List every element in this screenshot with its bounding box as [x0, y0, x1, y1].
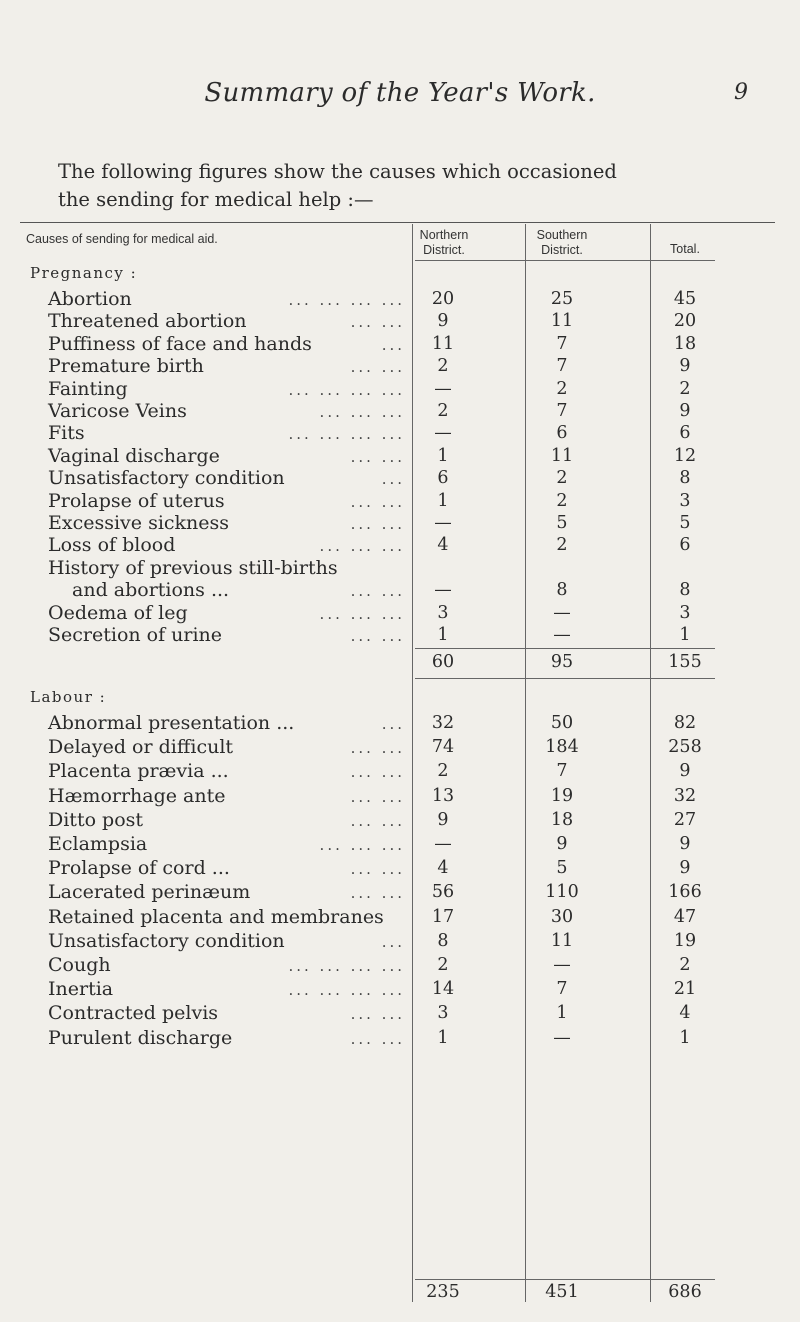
- cause-label: Hæmorrhage ante: [48, 784, 226, 807]
- leader-dots: ... ...: [350, 492, 405, 511]
- northern-value: 9: [437, 311, 449, 332]
- cause-label: Retained placenta and membranes: [48, 905, 384, 928]
- southern-value: 5: [556, 858, 568, 879]
- total-value: 9: [679, 834, 691, 854]
- northern-value: —: [434, 834, 452, 854]
- leader-dots: ... ... ...: [319, 537, 405, 556]
- column-header-cause: Causes of sending for medical aid.: [26, 232, 218, 246]
- pregnancy-total-southern: 95: [550, 652, 574, 672]
- total-value: 2: [679, 955, 691, 975]
- total-value: 1: [679, 625, 691, 645]
- pregnancy-row: [20, 288, 775, 313]
- pregnancy-total-all: 155: [668, 652, 702, 672]
- leader-dots: ...: [381, 470, 405, 489]
- southern-value: 2: [556, 490, 568, 511]
- labour-row: [20, 760, 775, 785]
- southern-value: 11: [550, 930, 574, 951]
- pregnancy-row: [20, 378, 775, 403]
- cause-label: Purulent discharge: [48, 1026, 233, 1049]
- leader-dots: ... ... ... ...: [288, 981, 405, 1000]
- northern-value: 2: [437, 356, 449, 377]
- cause-label: Prolapse of uterus: [48, 489, 225, 512]
- total-value: 258: [668, 737, 702, 758]
- cause-label: Unsatisfactory condition: [48, 467, 285, 490]
- leader-dots: ...: [381, 335, 405, 354]
- northern-value: 2: [437, 761, 449, 782]
- cause-label: Loss of blood: [48, 534, 176, 557]
- labour-total-northern: 235: [426, 1282, 460, 1302]
- section-heading-labour: Labour :: [30, 688, 107, 706]
- southern-value: 50: [550, 713, 574, 733]
- running-title: Summary of the Year's Work.: [204, 78, 596, 108]
- cause-label: Premature birth: [48, 355, 204, 378]
- labour-row: [20, 906, 775, 931]
- northern-value: 2: [437, 955, 449, 975]
- leader-dots: ... ...: [350, 447, 405, 466]
- northern-value: —: [434, 423, 452, 444]
- labour-row: [20, 809, 775, 834]
- northern-value: 20: [431, 289, 455, 309]
- southern-value: 2: [556, 378, 568, 399]
- southern-value: 110: [545, 882, 579, 903]
- northern-value: 1: [437, 445, 449, 466]
- northern-value: 3: [437, 602, 449, 623]
- pregnancy-row: [20, 624, 775, 649]
- leader-dots: ... ... ... ...: [288, 291, 405, 309]
- table-top-rule: [20, 222, 775, 223]
- total-value: 21: [673, 979, 697, 1000]
- cause-label: Varicose Veins: [48, 400, 187, 422]
- total-value: 4: [679, 1003, 691, 1024]
- column-header-total: Total.: [670, 242, 700, 256]
- cause-label: Abnormal presentation ...: [48, 712, 295, 734]
- total-value: 9: [679, 401, 691, 421]
- pregnancy-row: [20, 557, 775, 582]
- cause-label: Inertia: [48, 978, 114, 1001]
- leader-dots: ... ...: [350, 811, 405, 830]
- cause-label: Puffiness of face and hands: [48, 332, 312, 355]
- column-header-southern: [523, 228, 601, 258]
- southern-value: 18: [550, 809, 574, 830]
- pregnancy-row: [20, 490, 775, 515]
- pregnancy-total-rule: [415, 648, 715, 649]
- total-value: 3: [679, 490, 691, 511]
- cause-label: Prolapse of cord ...: [48, 857, 230, 880]
- northern-value: —: [434, 378, 452, 399]
- labour-row: [20, 1002, 775, 1027]
- cause-label: History of previous still-births: [48, 556, 338, 579]
- column-header-northern-line1: Northern: [419, 228, 469, 242]
- pregnancy-row: [20, 422, 775, 447]
- total-value: 6: [679, 423, 691, 444]
- cause-label: Ditto post: [48, 808, 144, 831]
- total-value: 19: [673, 930, 697, 951]
- southern-value: 9: [556, 834, 568, 854]
- pregnancy-row: [20, 445, 775, 470]
- total-value: 9: [679, 858, 691, 879]
- northern-value: 2: [437, 401, 449, 421]
- total-value: 45: [673, 289, 697, 309]
- leader-dots: ... ...: [350, 884, 405, 903]
- southern-value: 25: [550, 289, 574, 309]
- northern-value: —: [434, 580, 452, 601]
- cause-label: Secretion of urine: [48, 624, 223, 646]
- total-value: 8: [679, 580, 691, 601]
- labour-total-rule: [415, 1279, 715, 1280]
- cause-label: Oedema of leg: [48, 601, 188, 624]
- southern-value: —: [553, 602, 571, 623]
- labour-row: [20, 736, 775, 761]
- southern-value: 6: [556, 423, 568, 444]
- total-value: 166: [668, 882, 702, 903]
- total-value: 5: [679, 513, 691, 533]
- leader-dots: ... ...: [350, 763, 405, 782]
- leader-dots: ... ...: [350, 1029, 405, 1048]
- labour-row: [20, 978, 775, 1003]
- pregnancy-row: [20, 333, 775, 358]
- leader-dots: ... ...: [350, 358, 405, 377]
- labour-row: [20, 785, 775, 810]
- cause-label: Lacerated perinæum: [48, 881, 251, 904]
- total-value: 9: [679, 761, 691, 782]
- leader-dots: ... ... ... ...: [288, 957, 405, 975]
- southern-value: 7: [556, 333, 568, 354]
- leader-dots: ... ...: [350, 582, 405, 601]
- labour-total-southern: 451: [545, 1282, 579, 1302]
- southern-value: 184: [545, 737, 579, 758]
- northern-value: 6: [437, 468, 449, 489]
- pregnancy-row: [20, 355, 775, 380]
- southern-value: 2: [556, 468, 568, 489]
- southern-value: —: [553, 1027, 571, 1048]
- leader-dots: ... ... ...: [319, 836, 405, 854]
- southern-value: 7: [556, 356, 568, 377]
- pregnancy-row: [20, 579, 775, 604]
- northern-value: 17: [431, 906, 455, 927]
- northern-value: 1: [437, 490, 449, 511]
- southern-value: 5: [556, 513, 568, 533]
- southern-value: 19: [550, 785, 574, 806]
- header-underline: [415, 260, 715, 261]
- leader-dots: ... ... ... ...: [288, 425, 405, 444]
- total-value: 12: [673, 445, 697, 466]
- cause-label: Fainting: [48, 377, 128, 400]
- labour-row: [20, 712, 775, 737]
- southern-value: 11: [550, 311, 574, 332]
- total-value: 82: [673, 713, 697, 733]
- pregnancy-row: [20, 400, 775, 425]
- southern-value: 7: [556, 761, 568, 782]
- southern-value: —: [553, 955, 571, 975]
- northern-value: 8: [437, 930, 449, 951]
- total-value: 2: [679, 378, 691, 399]
- pregnancy-row: [20, 310, 775, 335]
- northern-value: 13: [431, 785, 455, 806]
- labour-row: [20, 930, 775, 955]
- total-value: 18: [673, 333, 697, 354]
- leader-dots: ... ...: [350, 515, 405, 533]
- column-header-northern: [405, 228, 483, 258]
- leader-dots: ... ... ... ...: [288, 380, 405, 399]
- cause-label: Placenta prævia ...: [48, 760, 229, 783]
- leader-dots: ... ...: [350, 787, 405, 806]
- column-header-southern-line2: District.: [541, 243, 583, 257]
- total-value: 3: [679, 602, 691, 623]
- cause-label: Cough: [48, 954, 111, 976]
- cause-label: Threatened abortion: [48, 310, 247, 333]
- labour-total-all: 686: [668, 1282, 702, 1302]
- northern-value: 32: [431, 713, 455, 733]
- cause-label: Excessive sickness: [48, 512, 230, 534]
- southern-value: 2: [556, 535, 568, 556]
- total-value: 8: [679, 468, 691, 489]
- section-heading-pregnancy: Pregnancy :: [30, 264, 138, 282]
- pregnancy-row: [20, 602, 775, 627]
- pregnancy-row: [20, 534, 775, 559]
- southern-value: 8: [556, 580, 568, 601]
- pregnancy-row: [20, 512, 775, 537]
- leader-dots: ... ...: [350, 860, 405, 879]
- northern-value: 3: [437, 1003, 449, 1024]
- northern-value: 11: [431, 333, 455, 354]
- labour-row: [20, 1027, 775, 1052]
- cause-label: and abortions ...: [72, 579, 230, 602]
- page-header: [0, 78, 800, 118]
- leader-dots: ... ... ...: [319, 403, 405, 421]
- page-number: 9: [734, 80, 748, 105]
- southern-value: 11: [550, 445, 574, 466]
- pregnancy-total-underline: [415, 678, 715, 679]
- column-header-northern-line2: District.: [423, 243, 465, 257]
- northern-value: 74: [431, 737, 455, 758]
- cause-label: Eclampsia: [48, 833, 148, 855]
- northern-value: 56: [431, 882, 455, 903]
- southern-value: 7: [556, 979, 568, 1000]
- total-value: 1: [679, 1027, 691, 1048]
- cause-label: Fits: [48, 422, 85, 445]
- leader-dots: ...: [381, 715, 405, 733]
- southern-value: 30: [550, 906, 574, 927]
- causes-table: [20, 222, 775, 1312]
- northern-value: 4: [437, 858, 449, 879]
- total-value: 9: [679, 356, 691, 377]
- leader-dots: ...: [381, 932, 405, 951]
- column-header-southern-line1: Southern: [536, 228, 588, 242]
- southern-value: —: [553, 625, 571, 645]
- northern-value: 1: [437, 1027, 449, 1048]
- intro-paragraph: [58, 158, 758, 214]
- cause-label: Delayed or difficult: [48, 736, 234, 759]
- southern-value: 1: [556, 1003, 568, 1024]
- total-value: 20: [673, 311, 697, 332]
- southern-value: 7: [556, 401, 568, 421]
- intro-line-2: the sending for medical help :—: [58, 188, 374, 211]
- leader-dots: ... ... ...: [319, 604, 405, 623]
- northern-value: —: [434, 513, 452, 533]
- pregnancy-row: [20, 467, 775, 492]
- total-value: 47: [673, 906, 697, 927]
- northern-value: 14: [431, 979, 455, 1000]
- labour-row: [20, 881, 775, 906]
- cause-label: Unsatisfactory condition: [48, 929, 285, 952]
- cause-label: Contracted pelvis: [48, 1002, 219, 1025]
- total-value: 32: [673, 785, 697, 806]
- total-value: 6: [679, 535, 691, 556]
- labour-row: [20, 954, 775, 979]
- cause-label: Abortion: [48, 288, 132, 310]
- leader-dots: ... ...: [350, 313, 405, 332]
- northern-value: 1: [437, 625, 449, 645]
- northern-value: 9: [437, 809, 449, 830]
- pregnancy-total-northern: 60: [431, 652, 455, 672]
- intro-line-1: The following figures show the causes which occasioned: [58, 160, 617, 183]
- total-value: 27: [673, 809, 697, 830]
- northern-value: 4: [437, 535, 449, 556]
- leader-dots: ... ...: [350, 1005, 405, 1024]
- cause-label: Vaginal discharge: [48, 444, 220, 467]
- leader-dots: ... ...: [350, 739, 405, 758]
- leader-dots: ... ...: [350, 627, 405, 645]
- labour-row: [20, 833, 775, 858]
- labour-row: [20, 857, 775, 882]
